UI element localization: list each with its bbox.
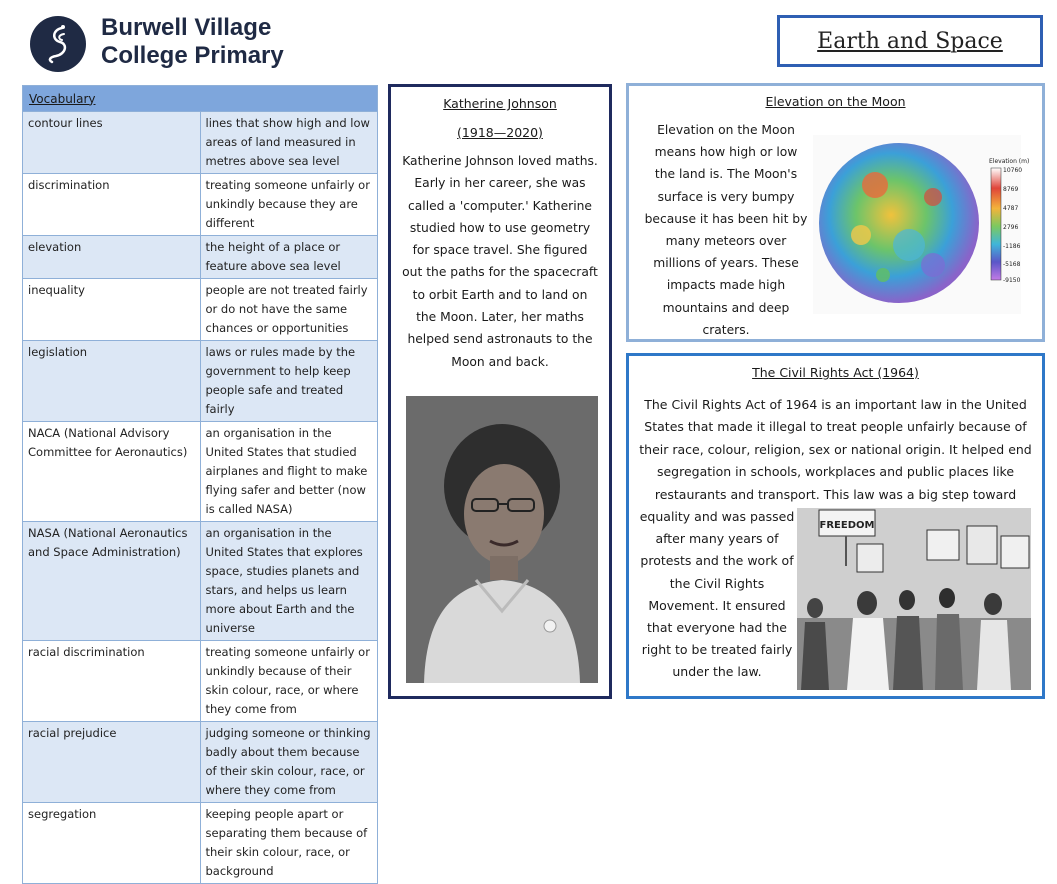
vocab-row — [23, 174, 378, 236]
vocab-row — [23, 422, 378, 522]
vocab-definition: people are not treated fairly or do not have the same chances or opportunities — [200, 279, 378, 341]
map-legend-value: 10760 — [1003, 167, 1023, 174]
vocab-term: contour lines — [23, 112, 201, 174]
vocab-definition: lines that show high and low areas of land measured in metres above sea level — [200, 112, 378, 174]
civil-rights-lead-text: The Civil Rights Act of 1964 is an important law in the United States that made it illegal to treat people unfairly because of their race, colour, religion, sex or national origin. It helped end segregation in schools, workplaces and public places like restaurants and transport. This law was a big step toward — [639, 397, 1032, 502]
vocab-row — [23, 522, 378, 641]
katherine-portrait-photo — [406, 396, 598, 683]
swirl-logo-icon — [30, 16, 86, 72]
civil-rights-title: The Civil Rights Act (1964) — [752, 365, 919, 380]
civil-rights-act-panel — [626, 353, 1045, 699]
vocab-definition: an organisation in the United States that explores space, studies planets and stars, and helps us learn more about Earth and the universe — [200, 522, 378, 641]
vocab-term: NASA (National Aeronautics and Space Administration) — [23, 522, 201, 641]
moon-elevation-map — [813, 135, 1030, 314]
map-legend-value: -5168 — [1003, 261, 1021, 268]
vocab-term: segregation — [23, 803, 201, 884]
civil-rights-march-photo — [797, 508, 1031, 690]
map-legend-value: -1186 — [1003, 243, 1021, 250]
katherine-johnson-panel — [388, 84, 612, 699]
vocab-row — [23, 236, 378, 279]
vocab-term: racial discrimination — [23, 641, 201, 722]
vocab-row — [23, 112, 378, 174]
vocab-term: elevation — [23, 236, 201, 279]
vocab-definition: laws or rules made by the government to help keep people safe and treated fairly — [200, 341, 378, 422]
vocab-definition: treating someone unfairly or unkindly because of their skin colour, race, or where they come from — [200, 641, 378, 722]
map-legend-title: Elevation (m) — [989, 158, 1030, 165]
vocab-term: inequality — [23, 279, 201, 341]
map-legend-value: 8769 — [1003, 186, 1019, 193]
vocab-definition: keeping people apart or separating them because of their skin colour, race, or background — [200, 803, 378, 884]
vocab-term: NACA (National Advisory Committee for Aeronautics) — [23, 422, 201, 522]
topic-title: Earth and Space — [817, 28, 1003, 54]
portrait-illustration — [406, 396, 598, 683]
school-logo — [30, 16, 86, 72]
vocab-definition: an organisation in the United States that studied airplanes and flight to make flying safer and better (now is called NASA) — [200, 422, 378, 522]
vocab-definition: the height of a place or feature above sea level — [200, 236, 378, 279]
katherine-text: Katherine Johnson loved maths. Early in her career, she was called a 'computer.' Katherine studied how to use geometry for space travel. She figured out the paths for the spacecraft to orbit Earth and to land on the Moon. Later, her maths helped send astronauts to the Moon and back. — [402, 154, 598, 369]
vocab-definition: treating someone unfairly or unkindly because they are different — [200, 174, 378, 236]
map-legend-value: 2796 — [1003, 224, 1019, 231]
elevation-text: Elevation on the Moon means how high or low the land is. The Moon's surface is very bumpy because it has been hit by many meteors over millions of years. These impacts made high mountains and deep craters. — [644, 123, 808, 337]
katherine-title: Katherine Johnson — [443, 96, 557, 111]
topic-title-box — [777, 15, 1043, 67]
vocab-definition: judging someone or thinking badly about them because of their skin colour, race, or where they come from — [200, 722, 378, 803]
civil-rights-rest-text: equality and was passed after many years of protests and the work of the Civil Rights Movement. It ensured that everyone had the right to be treated fairly under the law. — [639, 509, 795, 680]
school-name-line1: Burwell Village — [101, 14, 272, 41]
vocab-row — [23, 341, 378, 422]
map-legend-value: 4787 — [1003, 205, 1019, 212]
moon-map-graphic — [813, 135, 1030, 314]
vocab-term: legislation — [23, 341, 201, 422]
vocab-row — [23, 641, 378, 722]
map-legend-value: -9150 — [1003, 277, 1021, 284]
march-illustration — [797, 508, 1031, 690]
vocab-row — [23, 803, 378, 884]
katherine-years: (1918—2020) — [457, 125, 543, 140]
school-name-line2: College Primary — [101, 42, 284, 69]
vocab-row — [23, 279, 378, 341]
moon-elevation-panel — [626, 83, 1045, 342]
elevation-title: Elevation on the Moon — [765, 94, 906, 109]
freedom-sign-text: FREEDOM — [819, 520, 875, 531]
vocab-row — [23, 722, 378, 803]
vocab-term: discrimination — [23, 174, 201, 236]
school-name — [101, 14, 284, 70]
vocabulary-table — [22, 85, 378, 884]
vocabulary-heading: Vocabulary — [23, 86, 378, 112]
vocab-term: racial prejudice — [23, 722, 201, 803]
